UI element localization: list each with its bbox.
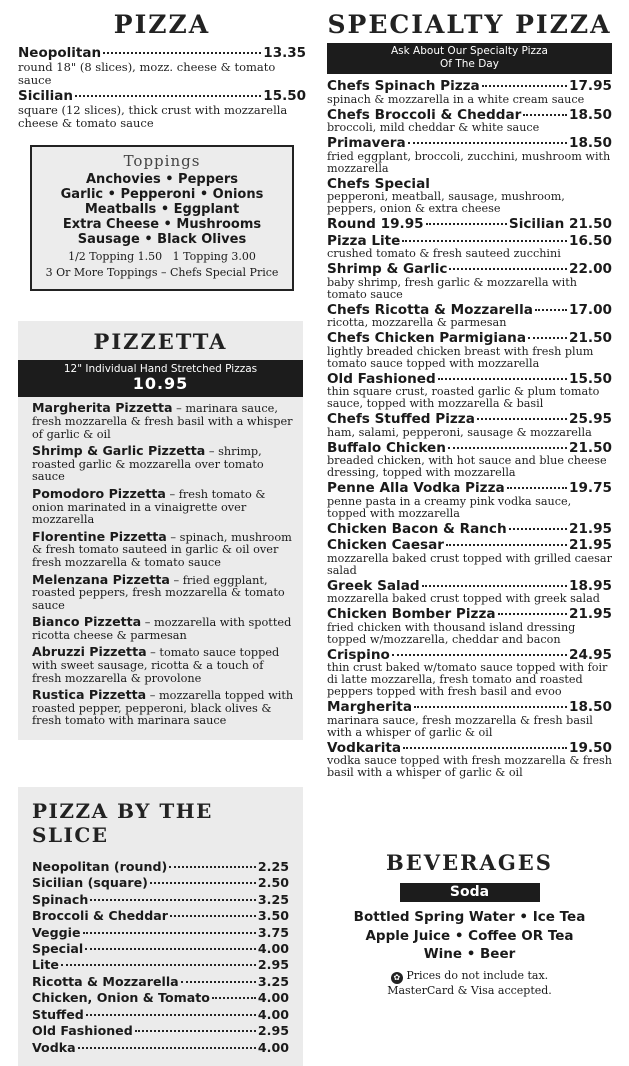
pizzetta-banner bbox=[18, 360, 303, 397]
slice-item-dots bbox=[150, 882, 256, 884]
specialty-item bbox=[327, 303, 612, 330]
specialty-item-name: Chicken Bomber Pizza bbox=[327, 606, 496, 622]
info-icon: ✿ bbox=[391, 972, 403, 984]
specialty-item-dots bbox=[422, 585, 567, 587]
slice-item-name: Lite bbox=[32, 957, 59, 973]
specialty-item bbox=[327, 108, 612, 135]
specialty-item-name: Margherita bbox=[327, 699, 413, 715]
specialty-item-price: 21.50 bbox=[569, 330, 612, 346]
slice-item-dots bbox=[83, 932, 256, 934]
specialty-item bbox=[327, 234, 612, 261]
specialty-item-row bbox=[327, 579, 612, 594]
specialty-item-row bbox=[327, 522, 612, 537]
slice-item-name: Ricotta & Mozzarella bbox=[32, 973, 179, 989]
toppings-special-note: 3 Or More Toppings – Chefs Special Price bbox=[45, 266, 279, 280]
specialty-item-price: 19.50 bbox=[569, 739, 612, 756]
slice-section-title: PIZZA BY THE SLICE bbox=[32, 799, 213, 848]
slice-item-row bbox=[32, 974, 289, 990]
specialty-item-desc: fried eggplant, broccoli, zucchini, mushroom with mozzarella bbox=[327, 149, 611, 175]
slice-item-name: Chicken, Onion & Tomato bbox=[32, 990, 210, 1006]
specialty-item-desc: fried chicken with thousand island dressing topped w/mozzarella, cheddar and bacon bbox=[327, 620, 576, 646]
slice-item-dots bbox=[169, 866, 256, 868]
slice-item-price: 3.25 bbox=[257, 973, 289, 989]
specialty-item-dots bbox=[507, 487, 567, 489]
pizzetta-item-name: Pomodoro Pizzetta bbox=[32, 485, 166, 501]
pizzetta-item-name: Shrimp & Garlic Pizzetta bbox=[32, 443, 206, 459]
pizzetta-item-name: Margherita Pizzetta bbox=[32, 400, 173, 416]
pizza-item-dots bbox=[75, 95, 261, 97]
specialty-item bbox=[327, 177, 612, 216]
specialty-item bbox=[327, 700, 612, 739]
banner-line-1: Ask About Our Specialty Pizza bbox=[390, 45, 548, 57]
slice-item-row bbox=[32, 925, 289, 941]
specialty-item-dots bbox=[535, 309, 567, 311]
specialty-item-row bbox=[327, 79, 612, 94]
tax-note: Prices do not include tax. bbox=[406, 968, 549, 982]
slice-item-name: Broccoli & Cheddar bbox=[32, 908, 168, 924]
specialty-item-name: Chefs Chicken Parmigiana bbox=[327, 330, 527, 346]
specialty-item-desc: broccoli, mild cheddar & white sauce bbox=[327, 121, 540, 134]
specialty-item-row bbox=[327, 412, 612, 427]
specialty-item-dots bbox=[523, 114, 567, 116]
slice-item-row bbox=[32, 941, 289, 957]
topping-line: Sausage • Black Olives bbox=[77, 232, 247, 248]
specialty-item-name: Chefs Special bbox=[327, 175, 430, 192]
specialty-item-desc: breaded chicken, with hot sauce and blue cheese dressing, topped with mozzarella bbox=[327, 454, 607, 479]
specialty-item-name: Old Fashioned bbox=[327, 370, 436, 387]
specialty-item-desc: thin crust baked w/tomato sauce topped with foir di latte mozzarella, fresh tomato and roasted peppers topped with fresh basil and evoo bbox=[327, 661, 608, 698]
pizza-item-desc: round 18" (8 slices), mozz. cheese & tomato sauce bbox=[18, 60, 276, 87]
specialty-item-dots bbox=[498, 613, 567, 615]
specialty-item-price: 18.50 bbox=[569, 699, 612, 715]
specialty-item-dots bbox=[446, 544, 567, 546]
specialty-item-price: Sicilian 21.50 bbox=[508, 216, 612, 232]
slice-item-dots bbox=[61, 964, 256, 966]
specialty-item-row bbox=[327, 481, 612, 496]
slice-item-price: 3.50 bbox=[257, 908, 289, 924]
right-column bbox=[327, 0, 612, 781]
pizzetta-item-name: Florentine Pizzetta bbox=[32, 528, 167, 544]
pizzetta-item bbox=[32, 402, 295, 441]
pizzetta-item bbox=[32, 485, 295, 527]
slice-item-dots bbox=[212, 997, 256, 999]
specialty-item-desc: ricotta, mozzarella & parmesan bbox=[327, 316, 507, 329]
specialty-item-dots bbox=[392, 654, 567, 656]
specialty-item-row bbox=[327, 441, 612, 456]
topping-line: Extra Cheese • Mushrooms bbox=[62, 217, 262, 233]
specialty-item-name: Buffalo Chicken bbox=[327, 439, 446, 456]
slice-item-dots bbox=[135, 1030, 256, 1032]
specialty-item-desc: spinach & mozzarella in a white cream sauce bbox=[327, 92, 585, 106]
specialty-item-price: 22.00 bbox=[569, 261, 612, 277]
specialty-item-name: Crispino bbox=[327, 646, 390, 663]
specialty-item-price: 21.50 bbox=[569, 439, 612, 456]
specialty-item-price: 21.95 bbox=[569, 537, 612, 553]
specialty-item-price: 19.75 bbox=[569, 480, 612, 496]
pizzetta-item bbox=[32, 445, 295, 484]
specialty-item-name: Primavera bbox=[327, 135, 406, 151]
specialty-item-row bbox=[327, 136, 612, 151]
slice-item-price: 2.95 bbox=[257, 957, 289, 973]
specialty-item-desc: lightly breaded chicken breast with fresh plum tomato sauce topped with mozzarella bbox=[327, 344, 594, 370]
specialty-item bbox=[327, 648, 612, 699]
pizzetta-subtitle: 12" Individual Hand Stretched Pizzas bbox=[63, 363, 258, 376]
specialty-item-row bbox=[327, 538, 612, 553]
specialty-item-desc: pepperoni, meatball, sausage, mushroom, peppers, onion & extra cheese bbox=[327, 190, 565, 215]
slice-item-name: Vodka bbox=[32, 1039, 76, 1055]
specialty-item-row bbox=[327, 741, 612, 756]
specialty-item bbox=[327, 441, 612, 480]
banner-line-2: Of The Day bbox=[440, 58, 499, 70]
slice-box bbox=[18, 787, 303, 1066]
pizzetta-item-desc: – spinach, mushroom & fresh tomato sauteed in garlic & oil over fresh mozzarella & tomato sauce bbox=[32, 530, 292, 569]
beverage-line: Wine • Beer bbox=[423, 946, 516, 962]
specialty-item-dots bbox=[448, 447, 567, 449]
pizza-item bbox=[18, 89, 306, 129]
pizza-item-name: Sicilian bbox=[18, 88, 73, 105]
pizza-item-row bbox=[18, 46, 306, 61]
specialty-item-price: 16.50 bbox=[569, 232, 612, 249]
beverages-title: BEVERAGES bbox=[386, 850, 553, 875]
specialty-item-desc: mozzarella baked crust topped with greek salad bbox=[327, 592, 600, 605]
pizzetta-item bbox=[32, 528, 295, 570]
toppings-lines bbox=[38, 172, 286, 247]
specialty-item bbox=[327, 607, 612, 646]
specialty-item-desc: ham, salami, pepperoni, sausage & mozzarella bbox=[327, 425, 592, 439]
specialty-item-row bbox=[327, 331, 612, 346]
slice-item-price: 2.50 bbox=[257, 875, 289, 891]
specialty-item-desc: penne pasta in a creamy pink vodka sauce, topped with mozzarella bbox=[327, 494, 572, 520]
pizza-item-price: 13.35 bbox=[263, 45, 306, 61]
slice-item-row bbox=[32, 957, 289, 973]
slice-item-name: Old Fashioned bbox=[32, 1023, 133, 1039]
specialty-item-row bbox=[327, 607, 612, 622]
specialty-item-price: 17.95 bbox=[569, 78, 612, 94]
pizza-item-name: Neopolitan bbox=[18, 45, 102, 61]
specialty-item bbox=[327, 79, 612, 106]
slice-item-row bbox=[32, 1023, 289, 1039]
pizzetta-section-title: PIZZETTA bbox=[93, 329, 228, 355]
specialty-item-dots bbox=[509, 528, 567, 530]
specialty-item-dots bbox=[408, 142, 567, 144]
slice-item-dots bbox=[86, 1014, 256, 1016]
pizzetta-item bbox=[32, 689, 295, 728]
specialty-item bbox=[327, 217, 612, 232]
pizzetta-item-name: Melenzana Pizzetta bbox=[32, 571, 170, 587]
specialty-item-desc: marinara sauce, fresh mozzarella & fresh basil with a whisper of garlic & oil bbox=[327, 713, 593, 739]
pizzetta-item-desc: – fried eggplant, roasted peppers, fresh mozzarella & tomato sauce bbox=[32, 573, 285, 612]
pizzetta-item bbox=[32, 616, 295, 642]
slice-item-price: 4.00 bbox=[257, 1006, 289, 1022]
specialty-item bbox=[327, 538, 612, 577]
pizza-item-desc: square (12 slices), thick crust with mozzarella cheese & tomato sauce bbox=[18, 103, 288, 130]
slice-item-row bbox=[32, 908, 289, 924]
specialty-item-name: Round 19.95 bbox=[327, 216, 424, 232]
specialty-item-row bbox=[327, 217, 612, 232]
specialty-item-price: 18.50 bbox=[569, 135, 612, 151]
slice-item-dots bbox=[181, 981, 256, 983]
pizzetta-item-name: Bianco Pizzetta bbox=[32, 614, 142, 630]
pizzetta-item bbox=[32, 646, 295, 685]
beverage-line: Bottled Spring Water • Ice Tea bbox=[353, 909, 586, 925]
pizzetta-item-desc: – marinara sauce, fresh mozzarella & fresh basil with a whisper of garlic & oil bbox=[32, 402, 293, 441]
pizzetta-list bbox=[18, 397, 303, 734]
specialty-item-price: 15.50 bbox=[569, 370, 612, 387]
specialty-item-dots bbox=[438, 378, 567, 380]
specialty-item-dots bbox=[414, 706, 567, 708]
specialty-item-name: Chicken Bacon & Ranch bbox=[327, 520, 507, 537]
soda-label: Soda bbox=[400, 883, 540, 902]
specialty-item-row bbox=[327, 234, 612, 249]
specialty-item bbox=[327, 741, 612, 780]
specialty-item-name: Chicken Caesar bbox=[327, 537, 445, 553]
specialty-section-title: SPECIALTY PIZZA bbox=[327, 10, 612, 39]
specialty-item-row bbox=[327, 372, 612, 387]
specialty-list bbox=[327, 79, 612, 779]
specialty-item-price: 25.95 bbox=[569, 411, 612, 427]
slice-item-row bbox=[32, 859, 289, 875]
specialty-item-dots bbox=[482, 85, 567, 87]
specialty-item-row bbox=[327, 262, 612, 277]
pizzetta-price: 10.95 bbox=[132, 374, 189, 394]
pizza-list bbox=[18, 46, 306, 129]
pizza-item-price: 15.50 bbox=[263, 88, 306, 105]
specialty-item-desc: crushed tomato & fresh sauteed zucchini bbox=[327, 247, 561, 260]
specialty-item bbox=[327, 522, 612, 537]
slice-item-price: 4.00 bbox=[257, 941, 289, 957]
slice-item-row bbox=[32, 1040, 289, 1056]
pizzetta-item-desc: – shrimp, roasted garlic & mozzarella over tomato sauce bbox=[32, 445, 264, 484]
slice-item-dots bbox=[90, 899, 256, 901]
slice-item-dots bbox=[85, 948, 256, 950]
specialty-item-name: Chefs Stuffed Pizza bbox=[327, 411, 475, 427]
specialty-of-the-day-banner bbox=[327, 43, 612, 74]
pizzetta-item-name: Rustica Pizzetta bbox=[32, 687, 147, 703]
specialty-item-dots bbox=[477, 418, 567, 420]
specialty-item-price: 24.95 bbox=[569, 646, 612, 663]
slice-item-row bbox=[32, 875, 289, 891]
specialty-item-dots bbox=[449, 268, 567, 270]
slice-item-price: 4.00 bbox=[257, 1039, 289, 1055]
slice-item-name: Veggie bbox=[32, 924, 81, 940]
specialty-item-desc: mozzarella baked crust topped with grilled caesar salad bbox=[327, 551, 612, 577]
specialty-item-name: Greek Salad bbox=[327, 577, 420, 594]
slice-item-price: 4.00 bbox=[257, 990, 289, 1006]
pizza-item-row bbox=[18, 89, 306, 104]
pizza-section-title: PIZZA bbox=[113, 10, 211, 39]
specialty-item-name: Chefs Broccoli & Cheddar bbox=[327, 106, 522, 123]
specialty-item bbox=[327, 136, 612, 175]
beverages-section bbox=[327, 850, 612, 997]
pizzetta-item-name: Abruzzi Pizzetta bbox=[32, 644, 147, 660]
slice-item-row bbox=[32, 892, 289, 908]
pizzetta-item-desc: – mozzarella with spotted ricotta cheese & parmesan bbox=[32, 616, 292, 642]
specialty-item-dots bbox=[402, 240, 567, 242]
pizza-item bbox=[18, 46, 306, 86]
slice-item-name: Special bbox=[32, 941, 84, 957]
toppings-title: Toppings bbox=[123, 152, 201, 171]
specialty-item-dots bbox=[528, 337, 567, 339]
specialty-item-price: 21.95 bbox=[569, 606, 612, 622]
pizzetta-box bbox=[18, 321, 303, 740]
topping-line: Anchovies • Peppers bbox=[86, 172, 238, 188]
left-column bbox=[18, 0, 306, 1066]
specialty-item-row bbox=[327, 700, 612, 715]
slice-item-price: 2.25 bbox=[257, 859, 289, 875]
specialty-item-row bbox=[327, 648, 612, 663]
specialty-item-price: 18.50 bbox=[569, 106, 612, 123]
specialty-item-desc: baby shrimp, fresh garlic & mozzarella with tomato sauce bbox=[327, 275, 577, 301]
pizza-item-dots bbox=[103, 52, 261, 54]
slice-item-price: 3.75 bbox=[257, 924, 289, 940]
specialty-item-desc: vodka sauce topped with fresh mozzarella & fresh basil with a whisper of garlic & oil bbox=[327, 754, 612, 779]
pizzetta-item-desc: – mozzarella topped with roasted pepper, pepperoni, black olives & fresh tomato with marinara sauce bbox=[32, 689, 294, 728]
specialty-item-name: Chefs Ricotta & Mozzarella bbox=[327, 301, 533, 318]
specialty-item-name: Chefs Spinach Pizza bbox=[327, 78, 480, 94]
slice-item-name: Stuffed bbox=[32, 1006, 84, 1022]
slice-item-row bbox=[32, 990, 289, 1006]
specialty-item-dots bbox=[403, 747, 567, 749]
slice-item-name: Spinach bbox=[32, 891, 89, 907]
specialty-item bbox=[327, 331, 612, 370]
topping-line: Garlic • Pepperoni • Onions bbox=[60, 187, 264, 203]
specialty-item-row bbox=[327, 108, 612, 123]
specialty-item bbox=[327, 412, 612, 439]
tax-note-line bbox=[327, 969, 612, 984]
pizzetta-item-desc: – fresh tomato & onion marinated in a vinaigrette over mozzarella bbox=[32, 487, 266, 527]
toppings-box bbox=[30, 145, 294, 291]
topping-line: Meatballs • Eggplant bbox=[84, 202, 240, 218]
slice-item-price: 3.25 bbox=[257, 891, 289, 907]
pizzetta-item bbox=[32, 571, 295, 613]
specialty-item-name: Pizza Lite bbox=[327, 232, 401, 249]
specialty-item bbox=[327, 579, 612, 606]
specialty-item bbox=[327, 372, 612, 411]
slice-item-price: 2.95 bbox=[257, 1023, 289, 1039]
specialty-item-row bbox=[327, 303, 612, 318]
card-note: MasterCard & Visa accepted. bbox=[387, 983, 552, 997]
specialty-item bbox=[327, 481, 612, 520]
pizzetta-item-desc: – tomato sauce topped with sweet sausage, ricotta & a touch of fresh mozzarella & provolone bbox=[32, 646, 280, 685]
slice-item-dots bbox=[78, 1047, 256, 1049]
slice-item-name: Neopolitan (round) bbox=[32, 859, 168, 875]
specialty-item-desc: thin square crust, roasted garlic & plum tomato sauce, topped with mozzarella & basil bbox=[327, 385, 600, 410]
slice-item-dots bbox=[170, 915, 256, 917]
specialty-item-price: 21.95 bbox=[569, 520, 612, 537]
specialty-item-row bbox=[327, 177, 612, 192]
specialty-item-name: Penne Alla Vodka Pizza bbox=[327, 480, 505, 496]
specialty-item-price: 18.95 bbox=[569, 577, 612, 594]
specialty-item-dots bbox=[426, 223, 507, 225]
specialty-item-price: 17.00 bbox=[569, 301, 612, 318]
slice-item-name: Sicilian (square) bbox=[32, 875, 148, 891]
specialty-item-name: Vodkarita bbox=[327, 739, 402, 756]
specialty-item-name: Shrimp & Garlic bbox=[327, 261, 448, 277]
slice-list bbox=[32, 859, 289, 1056]
beverage-line: Apple Juice • Coffee OR Tea bbox=[365, 927, 574, 944]
beverage-lines bbox=[327, 908, 612, 964]
topping-prices: 1/2 Topping 1.50 1 Topping 3.00 bbox=[68, 250, 256, 264]
specialty-item bbox=[327, 262, 612, 301]
slice-item-row bbox=[32, 1007, 289, 1023]
